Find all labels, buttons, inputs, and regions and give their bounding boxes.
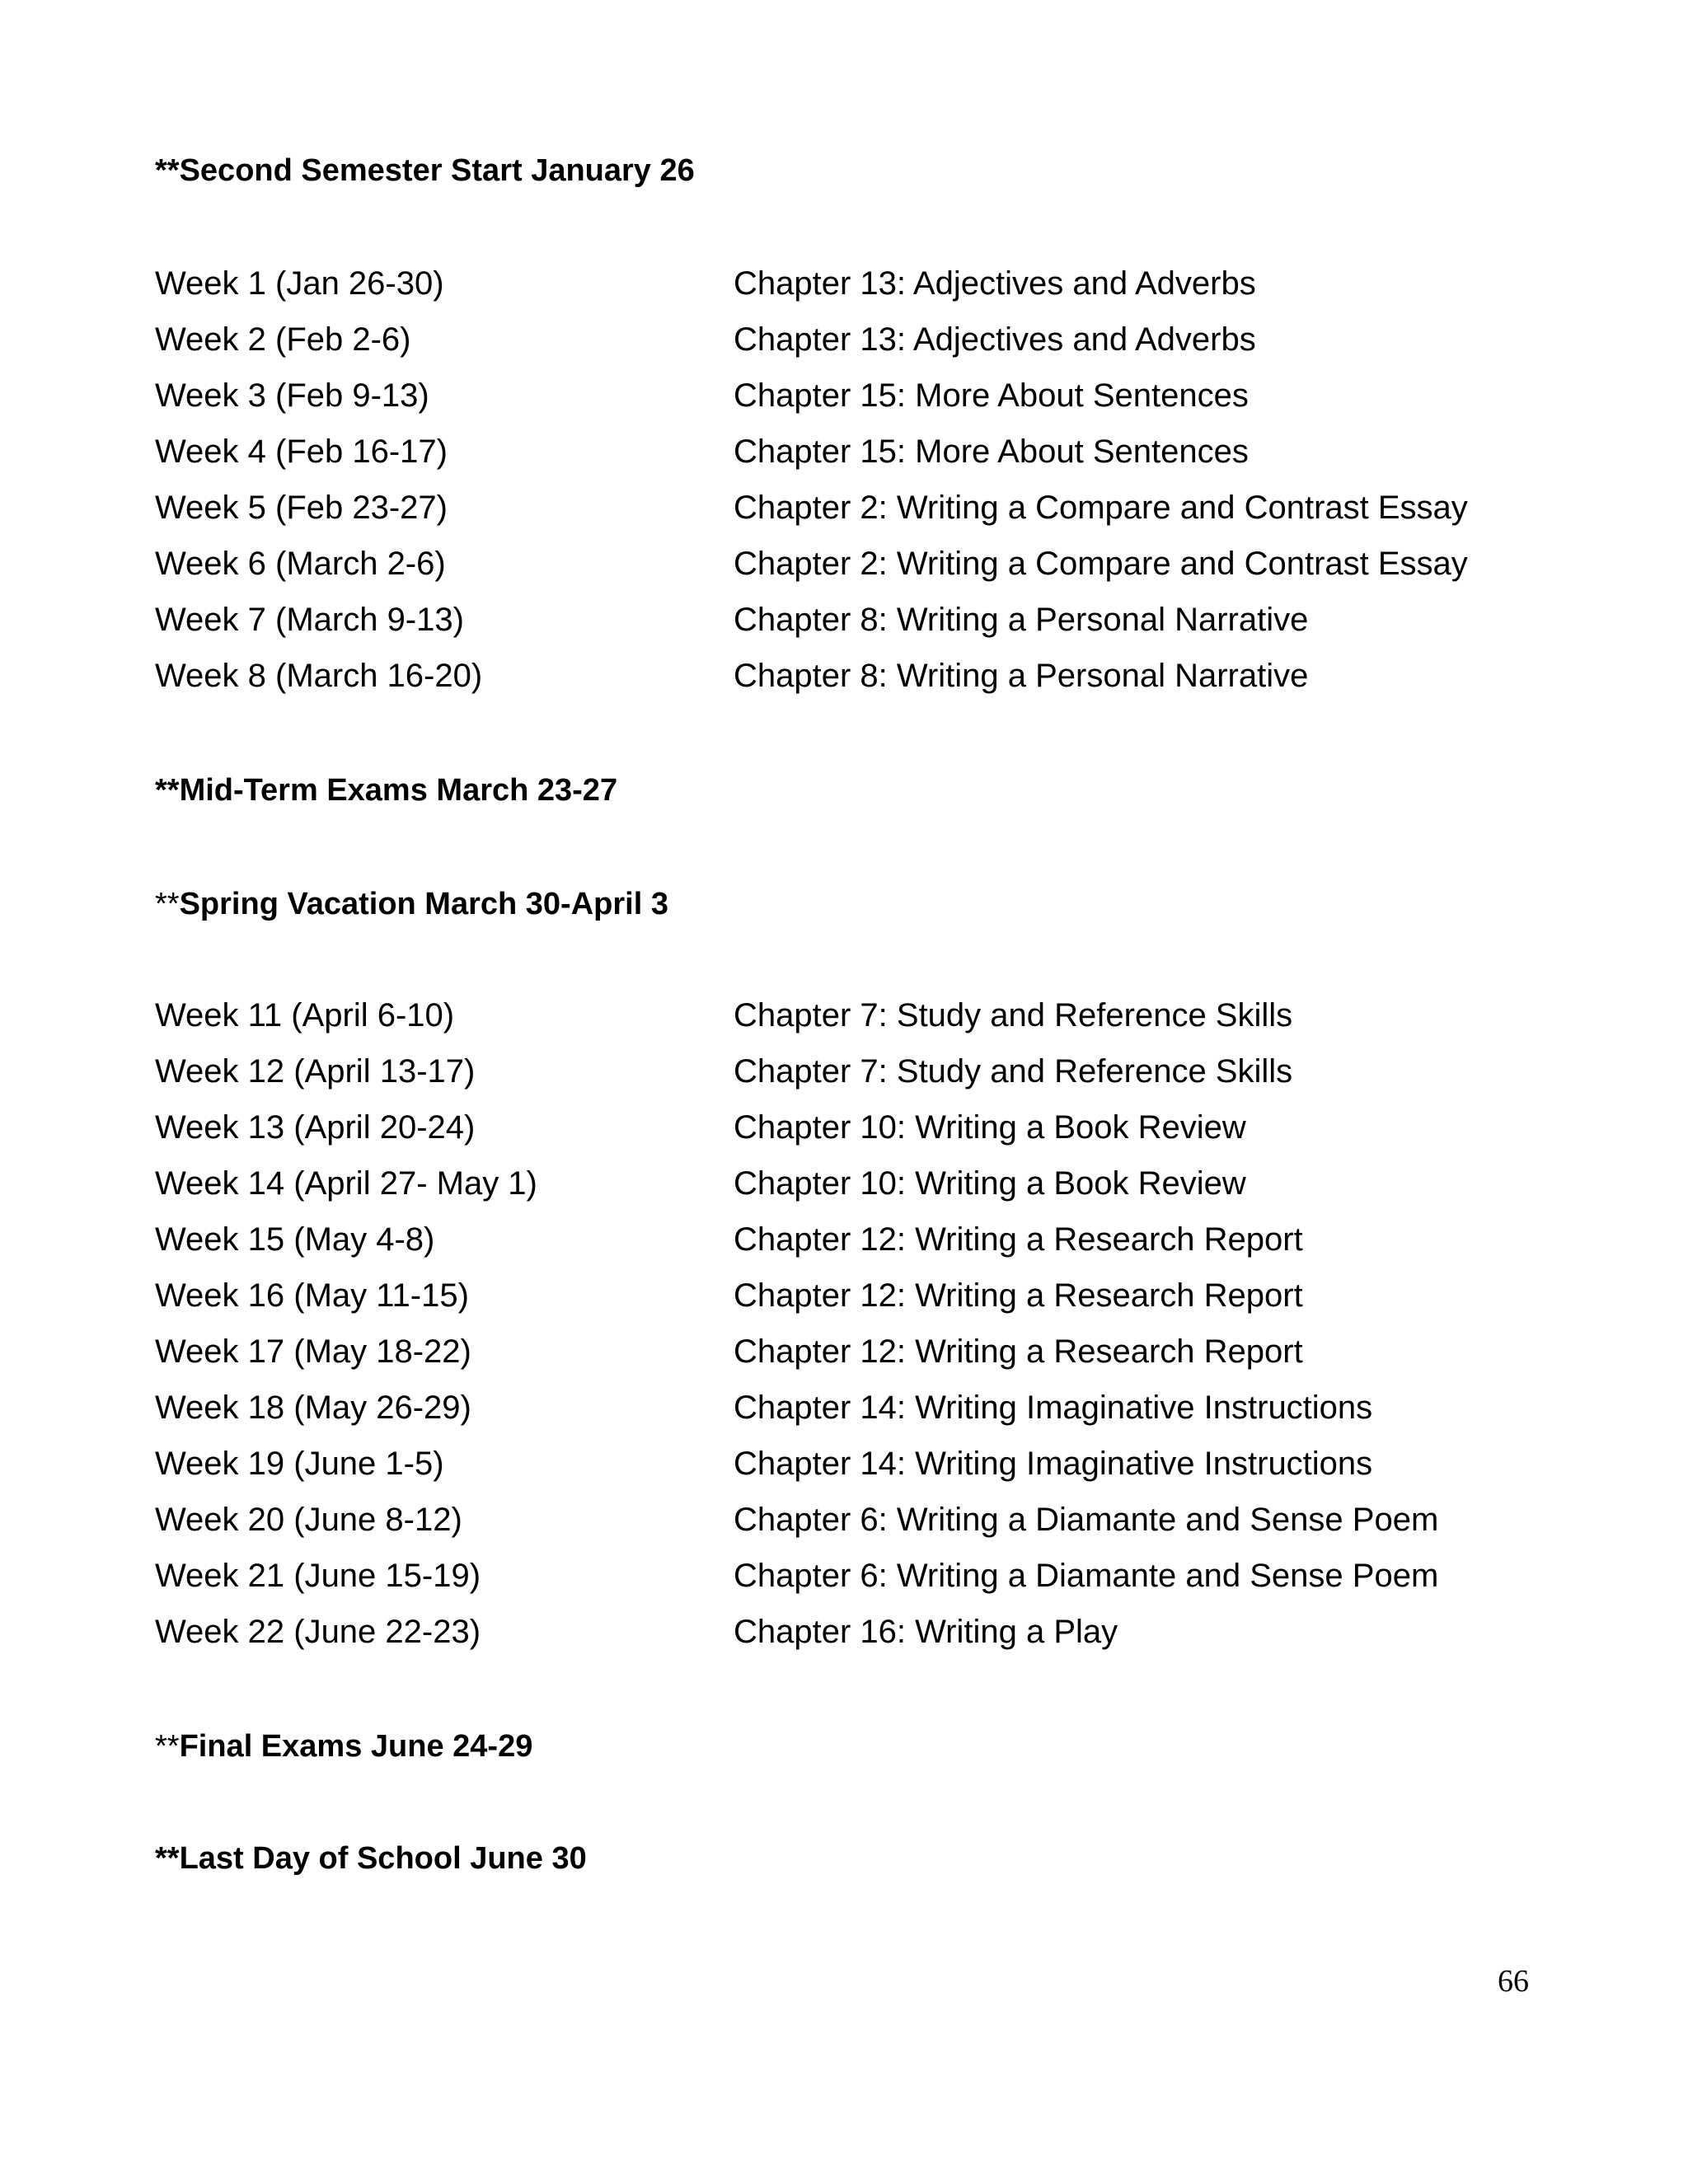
schedule-row <box>0 1165 1688 1215</box>
chapter-label: Chapter 6: Writing a Diamante and Sense Poem <box>734 1558 1439 1594</box>
schedule-row <box>0 997 1688 1047</box>
chapter-label: Chapter 13: Adjectives and Adverbs <box>734 321 1256 358</box>
week-label: Week 17 (May 18-22) <box>155 1333 471 1370</box>
chapter-label: Chapter 12: Writing a Research Report <box>734 1277 1303 1314</box>
chapter-label: Chapter 8: Writing a Personal Narrative <box>734 658 1309 694</box>
chapter-label: Chapter 13: Adjectives and Adverbs <box>734 265 1256 302</box>
chapter-label: Chapter 8: Writing a Personal Narrative <box>734 602 1309 638</box>
schedule-row <box>0 434 1688 483</box>
schedule-row <box>0 1558 1688 1607</box>
schedule-row <box>0 1053 1688 1103</box>
schedule-row <box>0 658 1688 707</box>
heading-last-day-of-school: **Last Day of School June 30 <box>155 1841 587 1876</box>
schedule-row <box>0 1109 1688 1159</box>
chapter-label: Chapter 7: Study and Reference Skills <box>734 1053 1293 1090</box>
week-label: Week 4 (Feb 16-17) <box>155 434 448 470</box>
chapter-label: Chapter 15: More About Sentences <box>734 434 1249 470</box>
schedule-row <box>0 1614 1688 1663</box>
week-label: Week 2 (Feb 2-6) <box>155 321 411 358</box>
schedule-row <box>0 321 1688 371</box>
heading-mid-term-exams: **Mid-Term Exams March 23-27 <box>155 773 618 808</box>
heading-spring-vacation: **Spring Vacation March 30-April 3 <box>155 887 668 921</box>
chapter-label: Chapter 16: Writing a Play <box>734 1614 1118 1650</box>
week-label: Week 14 (April 27- May 1) <box>155 1165 537 1202</box>
chapter-label: Chapter 14: Writing Imaginative Instructions <box>734 1446 1373 1482</box>
week-label: Week 8 (March 16-20) <box>155 658 483 694</box>
chapter-label: Chapter 14: Writing Imaginative Instructions <box>734 1390 1373 1426</box>
schedule-row <box>0 1502 1688 1551</box>
schedule-row <box>0 490 1688 539</box>
week-label: Week 22 (June 22-23) <box>155 1614 481 1650</box>
week-label: Week 13 (April 20-24) <box>155 1109 476 1146</box>
chapter-label: Chapter 12: Writing a Research Report <box>734 1333 1303 1370</box>
week-label: Week 20 (June 8-12) <box>155 1502 462 1538</box>
page-number: 66 <box>1498 1964 1529 1999</box>
week-label: Week 18 (May 26-29) <box>155 1390 471 1426</box>
week-label: Week 12 (April 13-17) <box>155 1053 476 1090</box>
schedule-row <box>0 546 1688 595</box>
schedule-row <box>0 602 1688 651</box>
chapter-label: Chapter 15: More About Sentences <box>734 377 1249 414</box>
chapter-label: Chapter 6: Writing a Diamante and Sense Poem <box>734 1502 1439 1538</box>
schedule-row <box>0 1333 1688 1383</box>
chapter-label: Chapter 7: Study and Reference Skills <box>734 997 1293 1033</box>
week-label: Week 15 (May 4-8) <box>155 1221 435 1258</box>
week-label: Week 21 (June 15-19) <box>155 1558 481 1594</box>
week-label: Week 1 (Jan 26-30) <box>155 265 444 302</box>
week-label: Week 11 (April 6-10) <box>155 997 455 1033</box>
schedule-row <box>0 377 1688 427</box>
week-label: Week 16 (May 11-15) <box>155 1277 469 1314</box>
chapter-label: Chapter 10: Writing a Book Review <box>734 1109 1246 1146</box>
week-label: Week 3 (Feb 9-13) <box>155 377 429 414</box>
heading-second-semester: **Second Semester Start January 26 <box>155 153 695 188</box>
schedule-row <box>0 1390 1688 1439</box>
schedule-row <box>0 1221 1688 1271</box>
week-label: Week 5 (Feb 23-27) <box>155 490 448 526</box>
schedule-row <box>0 265 1688 315</box>
chapter-label: Chapter 10: Writing a Book Review <box>734 1165 1246 1202</box>
heading-final-exams: **Final Exams June 24-29 <box>155 1729 533 1764</box>
schedule-row <box>0 1277 1688 1327</box>
week-label: Week 7 (March 9-13) <box>155 602 464 638</box>
chapter-label: Chapter 12: Writing a Research Report <box>734 1221 1303 1258</box>
week-label: Week 6 (March 2-6) <box>155 546 446 582</box>
week-label: Week 19 (June 1-5) <box>155 1446 444 1482</box>
schedule-row <box>0 1446 1688 1495</box>
chapter-label: Chapter 2: Writing a Compare and Contrast Essay <box>734 490 1468 526</box>
chapter-label: Chapter 2: Writing a Compare and Contrast Essay <box>734 546 1468 582</box>
